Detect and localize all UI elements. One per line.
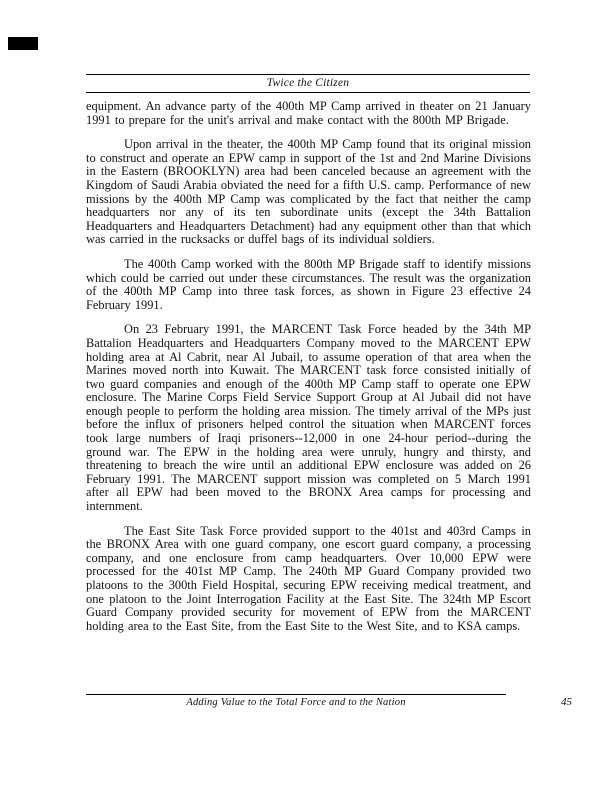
scan-artifact-mark xyxy=(8,37,38,50)
paragraph-4: On 23 February 1991, the MARCENT Task Force headed by the 34th MP Battalion Headquarters and Headquarters Company moved to the MARCENT EPW holding area at Al Cabrit, near Al Jubail, to assume operation of that area when the Marines moved north into Kuwait. The MARCENT task force consisted initially of two guard companies and enough of the 400th MP Camp staff to operate one EPW enclosure. The Marine Corps Field Service Support Group at Al Jubail did not have enough people to perform the holding area mission. The timely arrival of the MPs just before the influx of prisoners helped control the situation when MARCENT forces took large numbers of Iraqi prisoners--12,000 in one 24-hour period--during the ground war. The EPW in the holding area were unruly, hungry and thirsty, and threatening to breach the wire until an additional EPW enclosure was added on 26 February 1991. The MARCENT support mission was completed on 5 March 1991 after all EPW had been moved to the BRONX Area camps for processing and internment. xyxy=(86,322,531,514)
paragraph-3: The 400th Camp worked with the 800th MP Brigade staff to identify missions which could be carried out under these circumstances. The result was the organization of the 400th MP Camp into three task forces, as shown in Figure 23 effective 24 February 1991. xyxy=(86,256,531,312)
paragraph-1: equipment. An advance party of the 400th MP Camp arrived in theater on 21 January 1991 to prepare for the unit's arrival and make contact with the 800th MP Brigade. xyxy=(86,99,531,127)
running-header xyxy=(86,74,530,93)
paragraph-5: The East Site Task Force provided support to the 401st and 403rd Camps in the BRONX Area with one guard company, one escort guard company, a processing company, and one enclosure from camp headquarters. Over 10,000 EPW were processed for the 401st MP Camp. The 240th MP Guard Company provided two platoons to the 300th Field Hospital, securing EPW receiving medical treatment, and one platoon to the Joint Interrogation Facility at the East Site. The 324th MP Escort Guard Company provided security for movement of EPW from the MARCENT holding area to the East Site, from the East Site to the West Site, and to KSA camps. xyxy=(86,523,531,633)
header-title: Twice the Citizen xyxy=(266,77,350,89)
page-number: 45 xyxy=(561,696,572,708)
footer-center-block xyxy=(86,694,506,708)
running-footer xyxy=(86,694,572,708)
page-body xyxy=(86,100,531,644)
header-rule-bottom xyxy=(86,92,530,93)
paragraph-2: Upon arrival in the theater, the 400th MP Camp found that its original mission to construct and operate an EPW camp in support of the 1st and 2nd Marine Divisions in the Eastern (BROOKLYN) area had been canceled because an agreement with the Kingdom of Saudi Arabia obviated the need for a fifth U.S. camp. Performance of new missions by the 400th MP Camp was complicated by the fact that neither the camp headquarters nor any of its ten subordinate units (except the 34th Battalion Headquarters and Headquarters Detachment) had any equipment other than that which was carried in the rucksacks or duffel bags of its individual soldiers. xyxy=(86,137,531,247)
footer-title: Adding Value to the Total Force and to the Nation xyxy=(186,697,406,708)
